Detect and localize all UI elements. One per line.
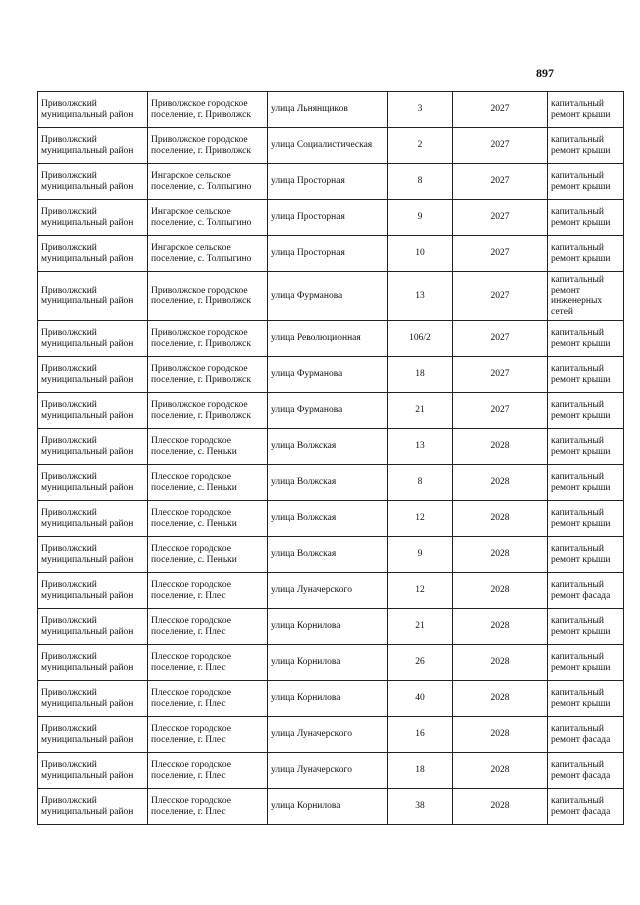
- settlement-cell: Приволжское городское поселение, г. Приволжск: [148, 128, 268, 164]
- street-cell: улица Корнилова: [268, 789, 388, 825]
- district-cell: Приволжский муниципальный район: [38, 501, 148, 537]
- house-cell: 8: [388, 465, 453, 501]
- street-cell: улица Луначерского: [268, 717, 388, 753]
- settlement-cell: Плесское городское поселение, г. Плес: [148, 753, 268, 789]
- house-cell: 2: [388, 128, 453, 164]
- work-type-cell: капитальный ремонт крыши: [548, 681, 624, 717]
- district-cell: Приволжский муниципальный район: [38, 789, 148, 825]
- table-row: [38, 92, 624, 128]
- street-cell: улица Корнилова: [268, 681, 388, 717]
- house-cell: 10: [388, 236, 453, 272]
- settlement-cell: Приволжское городское поселение, г. Приволжск: [148, 272, 268, 321]
- page-number: 897: [536, 66, 554, 80]
- year-cell: 2028: [453, 717, 548, 753]
- street-cell: улица Просторная: [268, 164, 388, 200]
- table-row: [38, 681, 624, 717]
- work-type-cell: капитальный ремонт крыши: [548, 128, 624, 164]
- year-cell: 2028: [453, 681, 548, 717]
- house-cell: 18: [388, 357, 453, 393]
- settlement-cell: Плесское городское поселение, г. Плес: [148, 573, 268, 609]
- settlement-cell: Ингарское сельское поселение, с. Толпыгино: [148, 236, 268, 272]
- house-cell: 3: [388, 92, 453, 128]
- table-row: [38, 789, 624, 825]
- repair-schedule-table: [37, 91, 624, 825]
- year-cell: 2027: [453, 272, 548, 321]
- work-type-cell: капитальный ремонт крыши: [548, 609, 624, 645]
- street-cell: улица Корнилова: [268, 609, 388, 645]
- year-cell: 2027: [453, 164, 548, 200]
- street-cell: улица Волжская: [268, 537, 388, 573]
- district-cell: Приволжский муниципальный район: [38, 393, 148, 429]
- table-row: [38, 465, 624, 501]
- street-cell: улица Фурманова: [268, 357, 388, 393]
- settlement-cell: Приволжское городское поселение, г. Приволжск: [148, 357, 268, 393]
- table-row: [38, 321, 624, 357]
- year-cell: 2027: [453, 92, 548, 128]
- work-type-cell: капитальный ремонт фасада: [548, 753, 624, 789]
- house-cell: 106/2: [388, 321, 453, 357]
- district-cell: Приволжский муниципальный район: [38, 573, 148, 609]
- house-cell: 38: [388, 789, 453, 825]
- district-cell: Приволжский муниципальный район: [38, 465, 148, 501]
- table-row: [38, 393, 624, 429]
- year-cell: 2028: [453, 429, 548, 465]
- year-cell: 2028: [453, 501, 548, 537]
- table-body: [38, 92, 624, 825]
- house-cell: 13: [388, 272, 453, 321]
- table-row: [38, 717, 624, 753]
- settlement-cell: Ингарское сельское поселение, с. Толпыгино: [148, 164, 268, 200]
- work-type-cell: капитальный ремонт крыши: [548, 357, 624, 393]
- street-cell: улица Луначерского: [268, 573, 388, 609]
- work-type-cell: капитальный ремонт крыши: [548, 429, 624, 465]
- work-type-cell: капитальный ремонт крыши: [548, 537, 624, 573]
- table-row: [38, 357, 624, 393]
- table-row: [38, 537, 624, 573]
- year-cell: 2027: [453, 236, 548, 272]
- district-cell: Приволжский муниципальный район: [38, 357, 148, 393]
- settlement-cell: Плесское городское поселение, г. Плес: [148, 645, 268, 681]
- district-cell: Приволжский муниципальный район: [38, 429, 148, 465]
- table-row: [38, 164, 624, 200]
- house-cell: 8: [388, 164, 453, 200]
- house-cell: 12: [388, 501, 453, 537]
- work-type-cell: капитальный ремонт крыши: [548, 501, 624, 537]
- work-type-cell: капитальный ремонт крыши: [548, 236, 624, 272]
- house-cell: 21: [388, 609, 453, 645]
- work-type-cell: капитальный ремонт фасада: [548, 789, 624, 825]
- settlement-cell: Приволжское городское поселение, г. Приволжск: [148, 92, 268, 128]
- work-type-cell: капитальный ремонт фасада: [548, 573, 624, 609]
- street-cell: улица Льнянщиков: [268, 92, 388, 128]
- work-type-cell: капитальный ремонт крыши: [548, 92, 624, 128]
- house-cell: 12: [388, 573, 453, 609]
- work-type-cell: капитальный ремонт крыши: [548, 164, 624, 200]
- settlement-cell: Плесское городское поселение, с. Пеньки: [148, 537, 268, 573]
- street-cell: улица Фурманова: [268, 272, 388, 321]
- district-cell: Приволжский муниципальный район: [38, 92, 148, 128]
- street-cell: улица Фурманова: [268, 393, 388, 429]
- district-cell: Приволжский муниципальный район: [38, 272, 148, 321]
- district-cell: Приволжский муниципальный район: [38, 200, 148, 236]
- settlement-cell: Плесское городское поселение, г. Плес: [148, 717, 268, 753]
- settlement-cell: Плесское городское поселение, г. Плес: [148, 609, 268, 645]
- house-cell: 13: [388, 429, 453, 465]
- district-cell: Приволжский муниципальный район: [38, 645, 148, 681]
- street-cell: улица Просторная: [268, 236, 388, 272]
- year-cell: 2027: [453, 321, 548, 357]
- settlement-cell: Приволжское городское поселение, г. Приволжск: [148, 321, 268, 357]
- year-cell: 2027: [453, 128, 548, 164]
- year-cell: 2028: [453, 645, 548, 681]
- house-cell: 26: [388, 645, 453, 681]
- street-cell: улица Революционная: [268, 321, 388, 357]
- year-cell: 2027: [453, 393, 548, 429]
- street-cell: улица Корнилова: [268, 645, 388, 681]
- district-cell: Приволжский муниципальный район: [38, 609, 148, 645]
- table-row: [38, 609, 624, 645]
- street-cell: улица Просторная: [268, 200, 388, 236]
- district-cell: Приволжский муниципальный район: [38, 717, 148, 753]
- work-type-cell: капитальный ремонт крыши: [548, 465, 624, 501]
- work-type-cell: капитальный ремонт крыши: [548, 645, 624, 681]
- table-row: [38, 753, 624, 789]
- district-cell: Приволжский муниципальный район: [38, 753, 148, 789]
- year-cell: 2028: [453, 573, 548, 609]
- work-type-cell: капитальный ремонт крыши: [548, 393, 624, 429]
- settlement-cell: Плесское городское поселение, с. Пеньки: [148, 429, 268, 465]
- street-cell: улица Социалистическая: [268, 128, 388, 164]
- table-row: [38, 573, 624, 609]
- work-type-cell: капитальный ремонт крыши: [548, 321, 624, 357]
- settlement-cell: Ингарское сельское поселение, с. Толпыгино: [148, 200, 268, 236]
- street-cell: улица Волжская: [268, 429, 388, 465]
- table-row: [38, 272, 624, 321]
- settlement-cell: Плесское городское поселение, г. Плес: [148, 681, 268, 717]
- house-cell: 9: [388, 537, 453, 573]
- work-type-cell: капитальный ремонт инженерных сетей: [548, 272, 624, 321]
- district-cell: Приволжский муниципальный район: [38, 164, 148, 200]
- year-cell: 2028: [453, 789, 548, 825]
- district-cell: Приволжский муниципальный район: [38, 321, 148, 357]
- street-cell: улица Волжская: [268, 501, 388, 537]
- house-cell: 40: [388, 681, 453, 717]
- work-type-cell: капитальный ремонт крыши: [548, 200, 624, 236]
- table-row: [38, 236, 624, 272]
- year-cell: 2028: [453, 465, 548, 501]
- year-cell: 2027: [453, 357, 548, 393]
- street-cell: улица Волжская: [268, 465, 388, 501]
- year-cell: 2027: [453, 200, 548, 236]
- work-type-cell: капитальный ремонт фасада: [548, 717, 624, 753]
- table-row: [38, 200, 624, 236]
- house-cell: 21: [388, 393, 453, 429]
- settlement-cell: Плесское городское поселение, с. Пеньки: [148, 465, 268, 501]
- table-row: [38, 128, 624, 164]
- year-cell: 2028: [453, 609, 548, 645]
- settlement-cell: Плесское городское поселение, с. Пеньки: [148, 501, 268, 537]
- table-row: [38, 501, 624, 537]
- street-cell: улица Луначерского: [268, 753, 388, 789]
- settlement-cell: Приволжское городское поселение, г. Приволжск: [148, 393, 268, 429]
- table-row: [38, 645, 624, 681]
- house-cell: 9: [388, 200, 453, 236]
- table-row: [38, 429, 624, 465]
- district-cell: Приволжский муниципальный район: [38, 128, 148, 164]
- year-cell: 2028: [453, 753, 548, 789]
- house-cell: 16: [388, 717, 453, 753]
- settlement-cell: Плесское городское поселение, г. Плес: [148, 789, 268, 825]
- year-cell: 2028: [453, 537, 548, 573]
- house-cell: 18: [388, 753, 453, 789]
- district-cell: Приволжский муниципальный район: [38, 681, 148, 717]
- district-cell: Приволжский муниципальный район: [38, 236, 148, 272]
- district-cell: Приволжский муниципальный район: [38, 537, 148, 573]
